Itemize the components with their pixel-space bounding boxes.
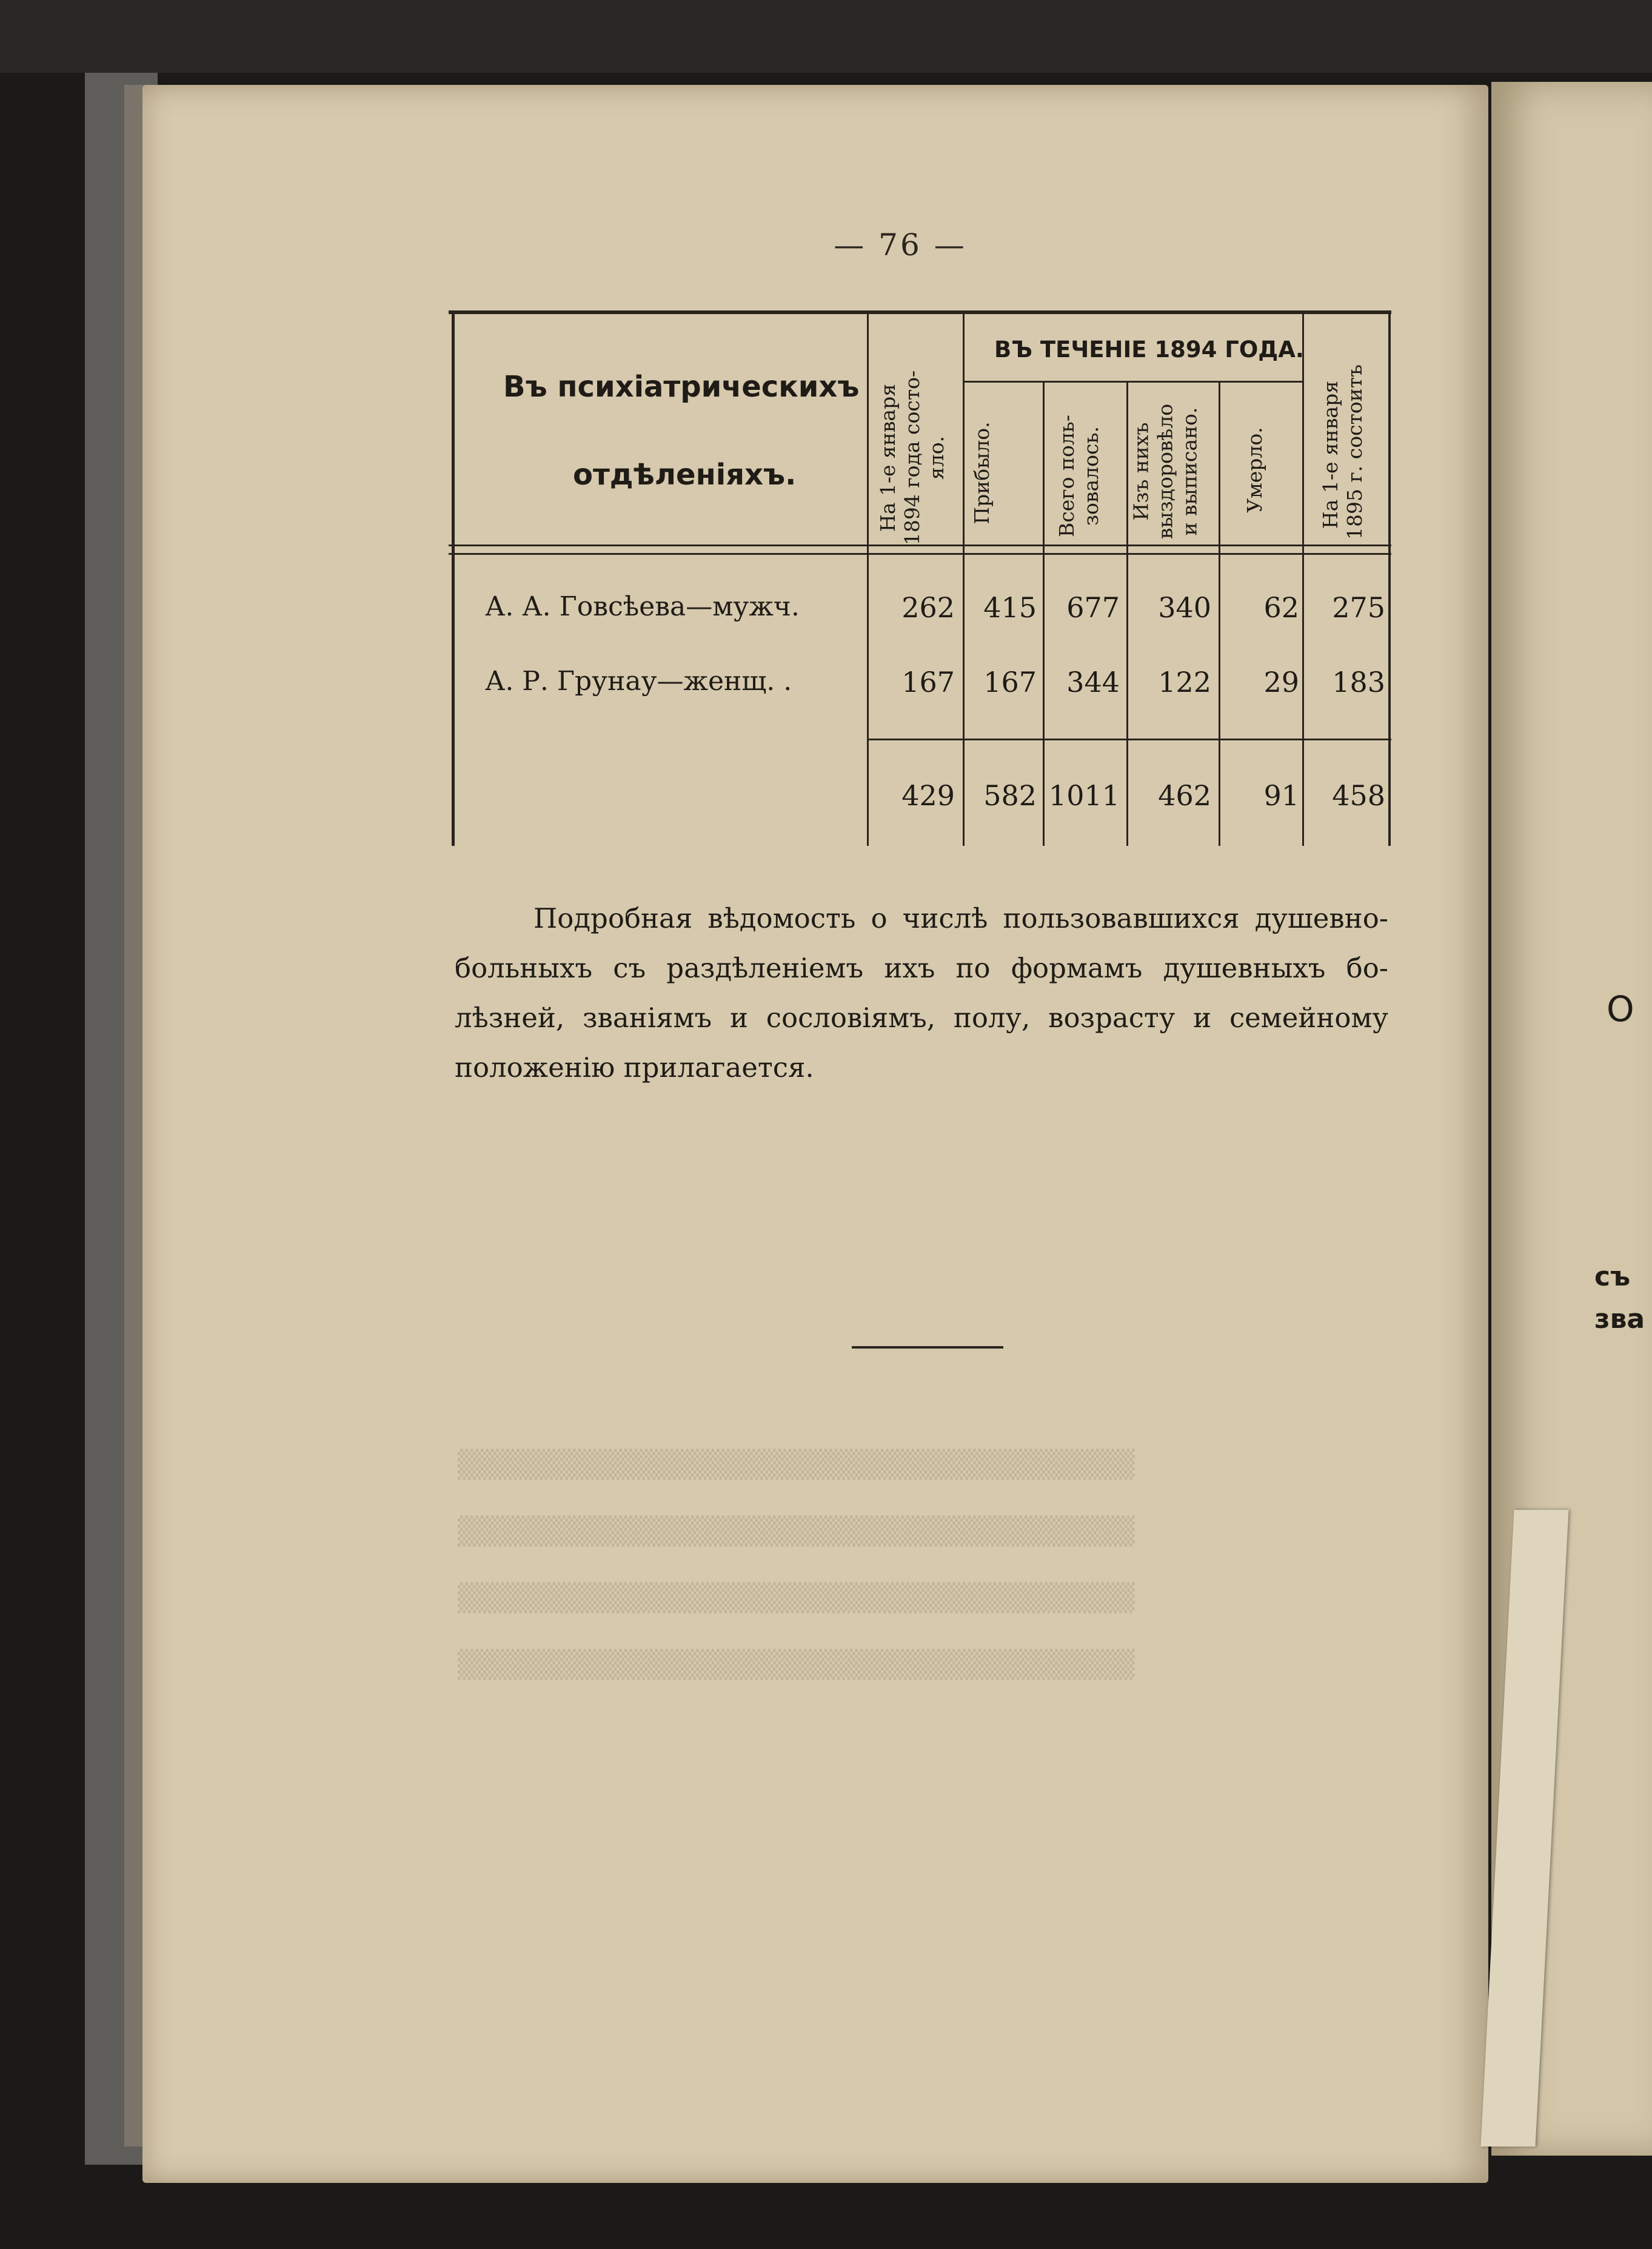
table-header-label: отдѣленіяхъ. <box>573 458 797 492</box>
cell-start: 167 <box>901 666 955 699</box>
page-number: — 76 — <box>834 227 967 263</box>
row-label: А. Р. Грунау—женщ. . <box>485 666 792 697</box>
total-start: 429 <box>901 779 955 812</box>
cell-total: 344 <box>1066 666 1120 699</box>
facing-page-word: съ <box>1594 1261 1631 1292</box>
total-end: 458 <box>1332 779 1385 812</box>
paragraph-line: больныхъ съ раздѣленіемъ ихъ по формамъ душевныхъ бо- <box>455 952 1388 984</box>
paragraph-line: лѣзней, званіямъ и сословіямъ, полу, возрасту и семейному <box>455 1002 1388 1034</box>
paragraph-line: положенію прилагается. <box>455 1051 814 1084</box>
total-died: 91 <box>1263 779 1299 812</box>
table-top-rule <box>449 310 1391 314</box>
cell-arrived: 167 <box>983 666 1037 699</box>
cell-discharged: 340 <box>1158 591 1211 624</box>
cell-end: 275 <box>1332 591 1385 624</box>
show-through-text: ▒▒▒▒▒▒▒▒▒▒▒▒▒▒▒▒▒▒▒▒▒▒▒▒▒▒▒▒▒▒▒▒▒ <box>458 1649 1135 1680</box>
cell-discharged: 122 <box>1158 666 1211 699</box>
col-header-arrived: Прибыло. <box>970 421 994 525</box>
table-header-label: Въ психіатрическихъ <box>503 370 860 404</box>
show-through-text: ▒▒▒▒▒▒▒▒▒▒▒▒▒▒▒▒▒▒▒▒▒▒▒▒▒▒▒▒▒▒▒▒▒ <box>458 1516 1135 1547</box>
header-bottom-rule-double <box>449 553 1391 555</box>
col-header-died: Умерло. <box>1243 427 1266 513</box>
col-header-start: На 1-е января 1894 года состо- яло. <box>876 370 948 546</box>
table-right-border <box>1388 312 1391 846</box>
group-header: ВЪ ТЕЧЕНІЕ 1894 ГОДА. <box>994 337 1304 363</box>
cell-end: 183 <box>1332 666 1385 699</box>
total-total: 1011 <box>1048 779 1120 812</box>
paragraph-line: Подробная вѣдомость о числѣ пользовавшихся душевно- <box>533 902 1388 934</box>
col-divider <box>963 312 965 846</box>
group-header-rule <box>964 381 1303 383</box>
row-label: А. А. Говсѣева—мужч. <box>485 591 800 622</box>
table-left-border <box>452 312 455 846</box>
col-divider <box>1219 382 1220 846</box>
cell-died: 62 <box>1263 591 1299 624</box>
facing-page-letter: О <box>1607 988 1634 1030</box>
sum-rule <box>867 739 1391 740</box>
total-arrived: 582 <box>983 779 1037 812</box>
scan-background <box>0 0 1652 73</box>
cell-died: 29 <box>1263 666 1299 699</box>
facing-page-word: зва <box>1594 1304 1645 1335</box>
col-divider <box>1302 312 1304 846</box>
total-discharged: 462 <box>1158 779 1211 812</box>
col-header-end: На 1-е января 1895 г. состоитъ <box>1319 364 1366 540</box>
col-divider <box>867 312 869 846</box>
cell-total: 677 <box>1066 591 1120 624</box>
col-divider <box>1126 382 1128 846</box>
col-header-discharged: Изъ нихъ выздоровѣло и выписано. <box>1129 403 1202 540</box>
closing-rule <box>852 1346 1003 1349</box>
show-through-text: ▒▒▒▒▒▒▒▒▒▒▒▒▒▒▒▒▒▒▒▒▒▒▒▒▒▒▒▒▒▒▒▒▒ <box>458 1449 1135 1480</box>
cell-arrived: 415 <box>983 591 1037 624</box>
col-divider <box>1043 382 1045 846</box>
cell-start: 262 <box>901 591 955 624</box>
show-through-text: ▒▒▒▒▒▒▒▒▒▒▒▒▒▒▒▒▒▒▒▒▒▒▒▒▒▒▒▒▒▒▒▒▒ <box>458 1583 1135 1614</box>
col-header-total: Всего поль- зовалось. <box>1055 415 1103 537</box>
